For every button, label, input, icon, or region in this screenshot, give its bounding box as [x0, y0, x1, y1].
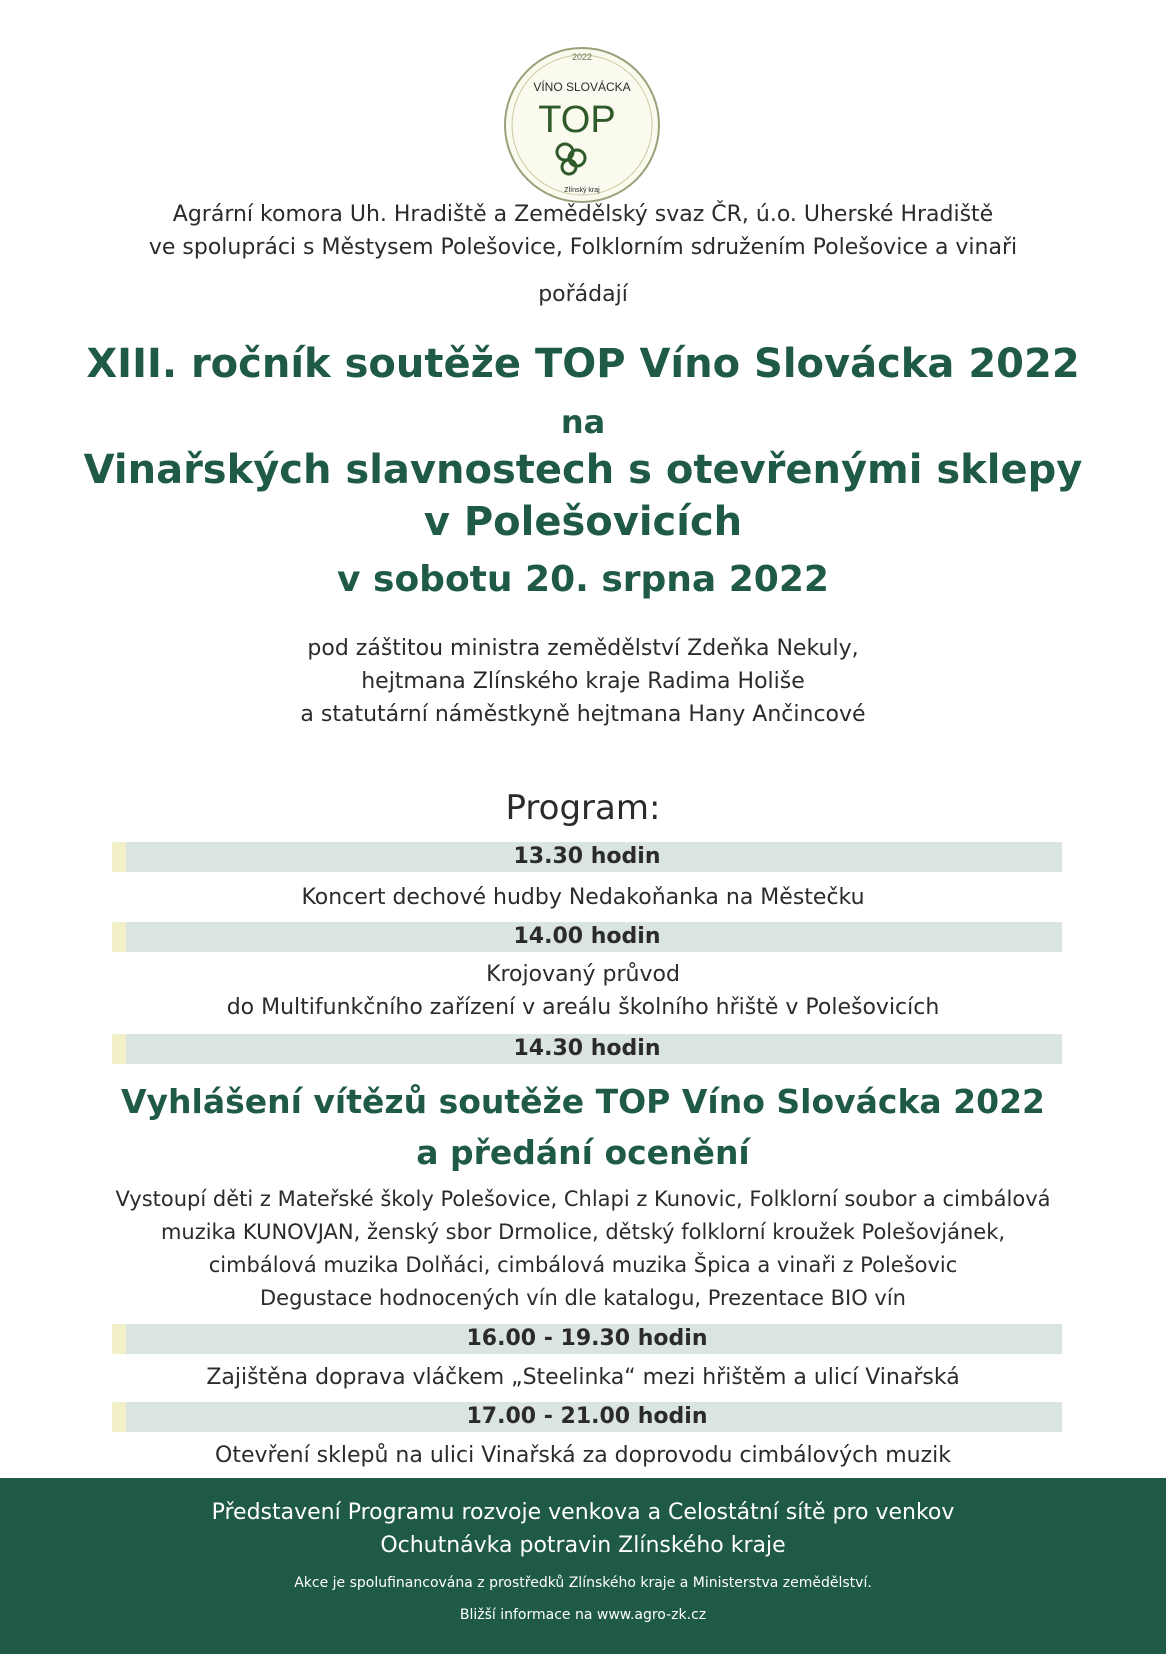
time-bar-1	[112, 842, 1062, 872]
patronage-line-1: pod záštitou ministra zemědělství Zdeňka Nekuly,	[307, 636, 859, 661]
program-heading: Program:	[505, 788, 661, 828]
program-item: Vystoupí děti z Mateřské školy Polešovice, Chlapi z Kunovic, Folklorní soubor a cimbálová	[115, 1187, 1051, 1211]
time-bar-5	[112, 1402, 1062, 1432]
headline-date: v sobotu 20. srpna 2022	[337, 559, 829, 600]
time-bar-4	[112, 1324, 1062, 1354]
footer-line-1: Představení Programu rozvoje venkova a Celostátní sítě pro venkov	[211, 1500, 955, 1525]
time-label-3: 14.30 hodin	[513, 1036, 661, 1061]
headline-title: XIII. ročník soutěže TOP Víno Slovácka 2022	[86, 341, 1080, 387]
time-label-2: 14.00 hodin	[513, 924, 661, 949]
top-vino-slovacka-logo	[503, 46, 661, 204]
time-bar-2	[112, 922, 1062, 952]
program-item: do Multifunkčního zařízení v areálu školního hřiště v Polešovicích	[226, 995, 940, 1020]
program-item: Krojovaný průvod	[486, 962, 680, 987]
logo-mark: TOP	[538, 99, 616, 141]
logo-region: Zlínský kraj	[564, 187, 600, 194]
headline-event: Vinařských slavnostech s otevřenými sklepy	[83, 447, 1083, 493]
patronage-line-2: hejtmana Zlínského kraje Radima Holiše	[361, 669, 805, 694]
headline-na: na	[560, 403, 606, 441]
logo-year: 2022	[571, 52, 593, 62]
organizers-line-2: ve spolupráci s Městysem Polešovice, Folklorním sdružením Polešovice a vinaři	[148, 235, 1018, 260]
time-label-4: 16.00 - 19.30 hodin	[466, 1326, 708, 1351]
program-item: Zajištěna doprava vláčkem „Steelinka“ mezi hřištěm a ulicí Vinařská	[206, 1365, 960, 1390]
patronage-line-3: a statutární náměstkyně hejtmana Hany Ančincové	[300, 702, 866, 727]
footer-line-2: Ochutnávka potravin Zlínského kraje	[380, 1533, 786, 1558]
footer-info-link[interactable]: Bližší informace na www.agro-zk.cz	[459, 1607, 707, 1623]
time-bar-3	[112, 1034, 1062, 1064]
footer-banner	[0, 1478, 1166, 1654]
headline-place: v Polešovicích	[423, 499, 743, 545]
time-label-1: 13.30 hodin	[513, 844, 661, 869]
program-item: muzika KUNOVJAN, ženský sbor Drmolice, dětský folklorní kroužek Polešovjánek,	[160, 1220, 1006, 1244]
award-title: Vyhlášení vítězů soutěže TOP Víno Slovácka 2022	[120, 1082, 1046, 1121]
award-subtitle: a předání ocenění	[416, 1133, 750, 1172]
program-item: Koncert dechové hudby Nedakoňanka na Městečku	[301, 885, 865, 910]
organizers-line-1: Agrární komora Uh. Hradiště a Zemědělský svaz ČR, ú.o. Uherské Hradiště	[172, 202, 994, 227]
program-item: Degustace hodnocených vín dle katalogu, Prezentace BIO vín	[260, 1286, 906, 1310]
organizers-verb: pořádají	[538, 282, 628, 307]
time-label-5: 17.00 - 21.00 hodin	[466, 1404, 708, 1429]
footer-funding-note: Akce je spolufinancována z prostředků Zlínského kraje a Ministerstva zemědělství.	[294, 1575, 872, 1591]
program-item: Otevření sklepů na ulici Vinařská za doprovodu cimbálových muzik	[215, 1443, 951, 1468]
program-item: cimbálová muzika Dolňáci, cimbálová muzika Špica a vinaři z Polešovic	[208, 1253, 958, 1277]
logo-brand: VÍNO SLOVÁCKA	[533, 80, 631, 94]
